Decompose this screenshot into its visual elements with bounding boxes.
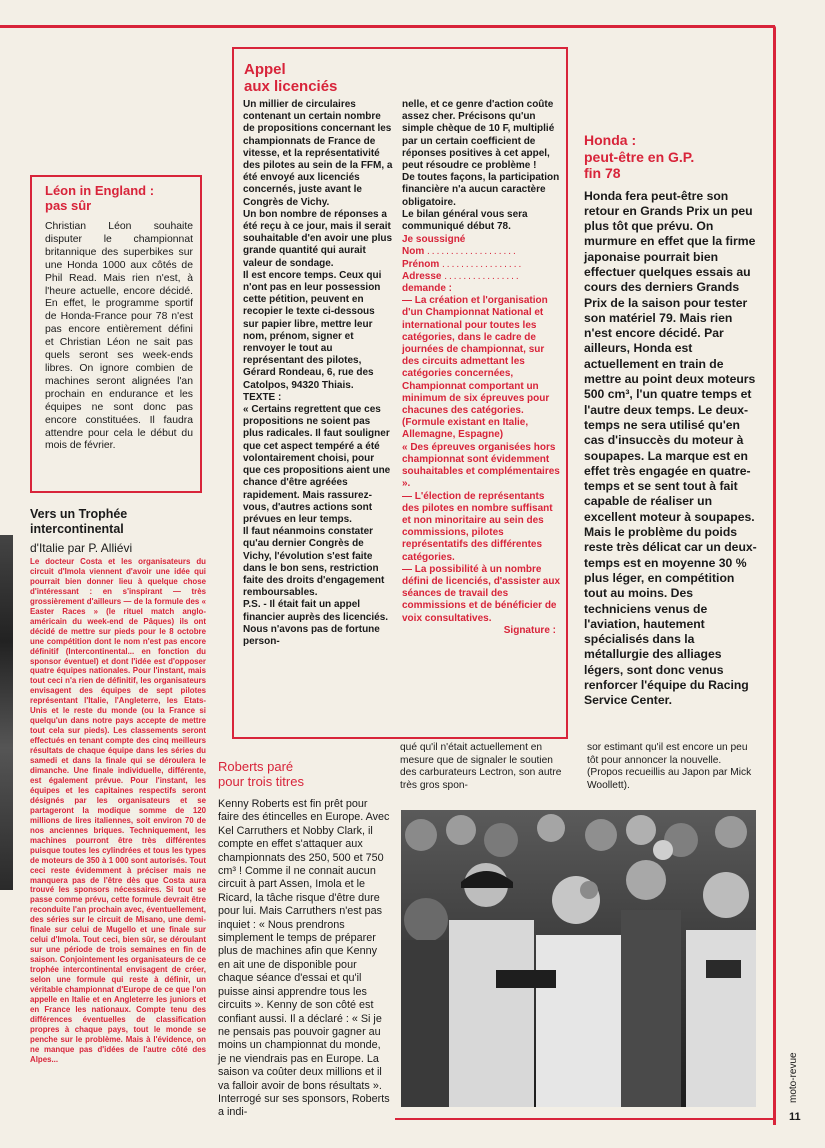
appel-paragraph: Il faut néanmoins constater qu'au dernier Congrès de Vichy, l'évolution s'est faite dans le bon sens, restriction faite des droits d'engagement remboursables. — [243, 526, 385, 599]
trophee-article — [30, 507, 206, 1065]
leon-title-line-2: pas sûr — [45, 198, 92, 213]
roberts-title-line-1: Roberts paré — [218, 759, 294, 774]
appel-column-1 — [243, 99, 393, 648]
appel-headline — [244, 61, 337, 95]
form-signature-label: Signature : — [503, 624, 556, 636]
trophee-title-line-1: Vers un Trophée — [30, 507, 128, 521]
form-prenom-row — [402, 259, 560, 271]
trophee-body-text: Le docteur Costa et les organisateurs du circuit d'Imola viennent d'avoir une idée qui pourrait bien donner lieu à quelque chose d'intéressant : en s'inspirant — très grossièrement d'ailleurs — de la formule des « Easter Races » (le rituel match anglo-américain du week-end de Pâques) ils ont décidé de mettre sur pieds pour le 8 octobre une compétition dont le nom n'est pas encore définitif (Intercontinental... en fonction du sponsor éventuel) et dont l'idée est d'opposer quatre équipes nationales. Pour l'instant, mais tout ceci n'a rien de définitif, les organisateurs envisagent des équipes de sept pilotes représentant l'Italie, l'Angleterre, les Etats-Unis et le reste du monde (ou la France si quelqu'un dans notre pays accepte de mettre tout cela sur pieds). Les classements seront effectués en tenant compte des cinq meilleurs résultats de chaque équipe dans les séries du samedi et dans la finale qui se déroulera le dimanche. Une finale individuelle, différente, est également prévue. Pour l'instant, les équipes et les capitaines respectifs seront désignés par les organisateurs et se partageront la modique somme de 120 millions de lires italiennes, soit environ 70 de nos anciennes briques. Techniquement, les machines pourront être très différentes puisque toutes les cylindrées et tous les types de moteurs de 350 à 1 000 sont autorisés. Tout ceci reste évidemment à préciser mais ne manquera pas de l'être dès que Costa aura trouvé les sponsors nécessaires. Si tout se passe comme prévu, cette formule devrait être reconduite l'an prochain avec, éventuellement, des séries sur le circuit de Misano, une demi-finale sur celui de Mugello et une finale sur celui d'Imola. Tout ceci, bien sûr, se déroulant sur une période de trois semaines en fin de saison. Conjointement les organisateurs de ce trophée intercontinental envisagent de créer, selon une formule qui reste à définir, un véritable championnat d'Europe de ce que l'on appelle en Italie et en Angleterre les juniors et en France les nationaux. Compte tenu des différences éventuelles de classification propres à chaque pays, tout le monde se penche sur le problème. Mais à l'évidence, on ne manque pas d'idées de l'autre côté des Alpes... — [30, 557, 206, 1064]
leon-body-text: Christian Léon souhaite disputer le championnat britannique des superbikes sur une Honda 1000 aux côtés de Phil Read. Mais rien n'est, à l'heure actuelle, encore décidé. En effet, le programme sportif de Honda-France pour 78 n'est pas encore entièrement défini et Christian Léon ne sait pas quels seront ses week-ends libres. On ignore combien de machines seront alignées l'an prochain en endurance et les équipes ne sont donc pas encore constituées. Il faudra attendre pour cela le début du mois de février. — [45, 221, 193, 452]
trophee-byline: d'Italie par P. Alliévi — [30, 541, 133, 555]
roberts-title-line-2: pour trois titres — [218, 774, 304, 789]
appel-article-box — [232, 47, 568, 739]
leon-title-line-1: Léon in England : — [45, 183, 155, 198]
magazine-name-vertical — [782, 1045, 822, 1105]
honda-title-line-2: peut-être en G.P. — [584, 148, 695, 165]
form-soussigne-label: Je soussigné — [402, 234, 466, 246]
form-demande-label: demande : — [402, 283, 453, 295]
page-number: 11 — [789, 1111, 801, 1123]
page-frame-bottom — [395, 1118, 775, 1120]
page-frame-top — [0, 25, 775, 28]
leon-headline — [45, 183, 154, 213]
roberts-body-text-col2: qué qu'il n'était actuellement en mesure que de signaler le soutien des carburateurs Lectron, son autre très gros spon- — [400, 742, 562, 791]
appel-paragraph: De toutes façons, la participation financière n'a aucun caractère obligatoire. — [402, 172, 560, 208]
appel-paragraph: Un bon nombre de réponses a été reçu à ce jour, mais il serait souhaitable d'en avoir une plus grande quantité qui aurait valeur de sondage. — [243, 208, 393, 269]
leon-article-box — [30, 175, 202, 493]
roberts-article — [218, 759, 390, 1120]
roberts-body-text-col3: sor estimant qu'il est encore un peu tôt pour annoncer la nouvelle. (Propos recueillis au Japon par Mick Woollett). — [587, 742, 752, 791]
honda-body-text: Honda fera peut-être son retour en Grands Prix un peu plus tôt que prévu. On murmure en effet que la firme japonaise pourrait bien effectuer quelques essais au cours des derniers Grands Prix de la saison pour tester son matériel 79. Mais rien n'est encore décidé. Par ailleurs, Honda est actuellement en train de mettre au point deux moteurs 500 cm³, l'un quatre temps et l'autre deux temps. Le deux-temps ne sera utilisé qu'en cas d'insuccès du moteur à soupapes. La marque est en effet très engagée en quatre-temps et se sent tout à fait capable de réaliser un excellent moteur à soupapes. Mais le problème du poids reste très délicat car un deux-temps est en moyenne 30 % plus léger, en compétition tout au moins. Des techniciens venus de l'aviation, hautement spécialisés dans la métallurgie des alliages légers, sont donc venus renforcer l'équipe du Racing Service Center. — [584, 188, 757, 708]
honda-article — [584, 132, 759, 709]
trophee-title-line-2: intercontinental — [30, 521, 124, 536]
form-nom-label: Nom — [402, 246, 425, 258]
left-edge-photo-fragment — [0, 535, 13, 890]
appel-paragraph: Il est encore temps. Ceux qui n'ont pas en leur possession cette pétition, peuvent en recopier le texte ci-dessous sur papier libre, mettre leur nom, prénom, signer et renvoyer le tout au représentant des pilotes, Gérard Rondeau, 6, rue des Catolpos, 94320 Thiais. — [243, 269, 382, 391]
page-frame-right — [773, 25, 776, 1125]
honda-title-line-3: fin 78 — [584, 165, 621, 181]
appel-title-line-2: aux licenciés — [244, 78, 338, 95]
form-nom-dots: ................... — [427, 246, 518, 258]
form-demande-item: « Des épreuves organisées hors championnat sont évidemment souhaitables et complémentaires ». — [402, 441, 560, 490]
appel-paragraph: nelle, et ce genre d'action coûte assez cher. Précisons qu'un simple chèque de 10 F, multiplié par un certain coefficient de réponses positives à cet appel, peut résoudre ce problème ! — [402, 99, 555, 172]
appel-paragraph: « Certains regrettent que ces propositions ne soient pas plus radicales. Il faut souligner que cet aspect tempéré a été volontairement choisi, pour que ces propositions aient une chance d'être agréées rapidement. Mais rassurez-vous, d'autres actions sont prévues en leur temps. — [243, 404, 391, 525]
crowd-photo-illustration — [401, 810, 756, 1107]
appel-paragraph: Un millier de circulaires contenant un certain nombre de propositions concernant les championnats de France de vitesse, et la représentativité des pilotes au sein de la FFM, a été envoyé aux licenciés concernés, juste avant le Congrès de Vichy. — [243, 99, 393, 208]
form-nom-row — [402, 246, 560, 258]
form-demande-item: — La possibilité à un nombre défini de licenciés, d'assister aux séances de travail des commissions et de bénéficier de voix consultatives. — [402, 563, 561, 624]
appel-paragraph: P.S. - Il était fait un appel financier auprès des licenciés. Nous n'avons pas de fortune person- — [243, 599, 389, 647]
form-demande-item: — L'élection de représentants des pilotes en nombre suffisant et non minoritaire au sein des commissions, pilotes représentatifs des différentes catégories. — [402, 490, 553, 563]
roberts-crowd-photo — [401, 810, 756, 1107]
honda-title-line-1: Honda : — [584, 132, 637, 148]
honda-headline — [584, 132, 759, 182]
form-adresse-row — [402, 271, 560, 283]
form-adresse-label: Adresse — [402, 270, 442, 282]
form-demande-item: — La création et l'organisation d'un Championnat National et international pour toutes les catégories, dans le cadre de journées de championnat, sur des circuits admettant les catégories concernées, Championnat comportant un minimum de six épreuves pour chacunes des catégories. (Formule existant en Italie, Allemagne, Espagne) — [402, 295, 550, 441]
appel-paragraph: Le bilan général vous sera communiqué début 78. — [402, 208, 528, 233]
form-prenom-dots: ................. — [442, 258, 524, 270]
appel-column-2 — [402, 99, 560, 637]
roberts-body-text: Kenny Roberts est fin prêt pour faire des étincelles en Europe. Avec Kel Carruthers et Nobby Clark, il compte en effet s'attaquer aux championnats des 250, 500 et 750 cm³ ! Comme il ne connait aucun circuit à part Assen, Imola et le Ricard, la tâche risque d'être dure pour lui. Mais Carruthers n'est pas inquiet : « Nous prendrons simplement le temps de préparer plus de machines afin que Kenny en ait une de disponible pour chaque séance d'essai et qu'il puisse ainsi apprendre tous les circuits ». Kenny de son côté est confiant aussi. Il a déclaré : « Si je ne pensais pas pouvoir gagner au moins un championnat du monde, je ne viendrais pas en Europe. La saison va coûter deux millions et il va falloir avoir de bons résultats ». Interrogé sur ses sponsors, Roberts a indi- — [218, 798, 390, 1119]
appel-form — [402, 234, 560, 637]
roberts-headline — [218, 759, 390, 789]
magazine-name: moto-revue — [788, 1052, 799, 1103]
appel-title-line-1: Appel — [244, 61, 286, 78]
form-adresse-dots: ................ — [444, 270, 521, 282]
form-prenom-label: Prénom — [402, 258, 440, 270]
trophee-headline — [30, 507, 206, 536]
appel-texte-label: TEXTE : — [243, 391, 282, 403]
